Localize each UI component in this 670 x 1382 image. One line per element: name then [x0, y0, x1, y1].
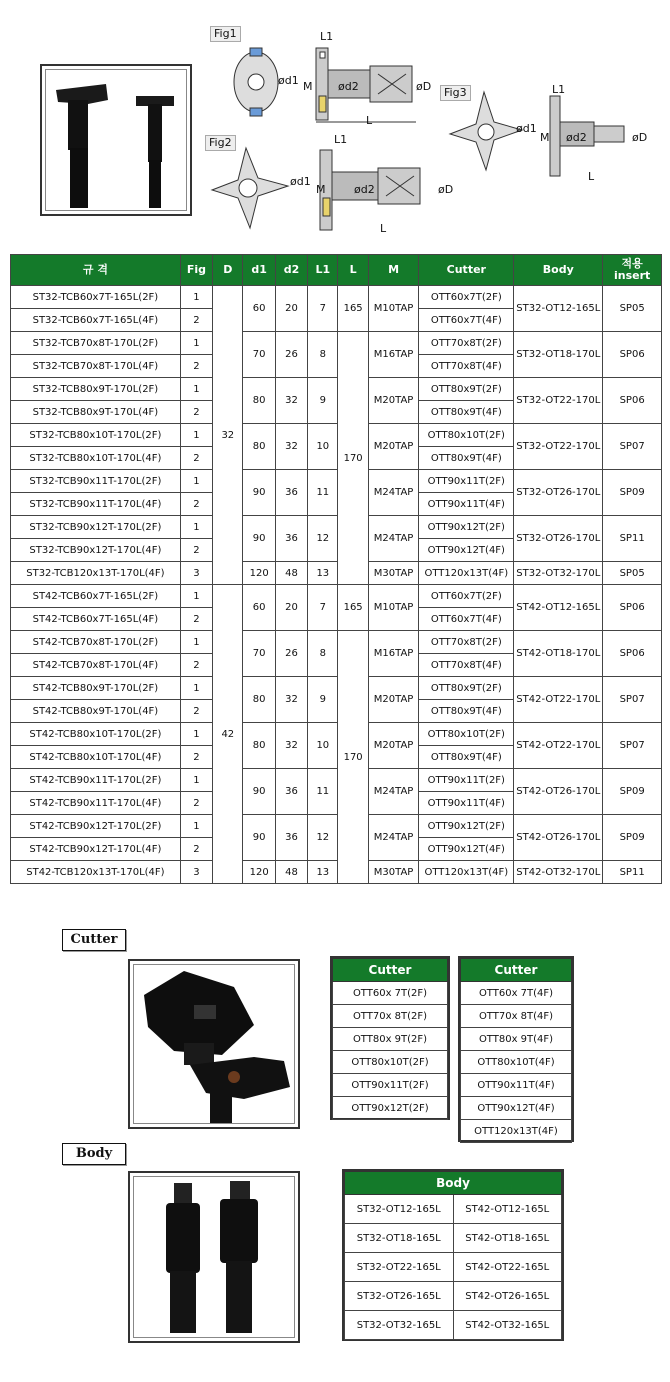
spec-code: ST32-TCB90x12T-170L(2F) [11, 516, 181, 539]
list-item [461, 1051, 572, 1074]
table-row [11, 286, 662, 309]
cutter-diameter: 120 [243, 861, 275, 884]
fig-number: 2 [180, 792, 212, 815]
table-row [345, 1224, 562, 1253]
cutter-code: OTT70x8T(2F) [419, 631, 514, 654]
fig2-m: M [316, 183, 326, 196]
body-code: ST32-OT26-170L [514, 516, 603, 562]
cutter-width: 7 [308, 585, 338, 631]
insert-code: SP05 [603, 562, 662, 585]
spec-code: ST32-TCB70x8T-170L(2F) [11, 332, 181, 355]
fig-number: 2 [180, 401, 212, 424]
cutter-code: OTT60x7T(4F) [419, 608, 514, 631]
table-row [11, 470, 662, 493]
fig-number: 1 [180, 332, 212, 355]
fig-number: 1 [180, 516, 212, 539]
list-item [333, 1074, 448, 1097]
fig-number: 2 [180, 838, 212, 861]
cutter-width: 11 [308, 769, 338, 815]
fig-number: 2 [180, 608, 212, 631]
body-st42: ST42-OT12-165L [453, 1195, 562, 1224]
spec-code: ST42-TCB90x12T-170L(4F) [11, 838, 181, 861]
spec-code: ST42-TCB80x9T-170L(2F) [11, 677, 181, 700]
insert-code: SP06 [603, 631, 662, 677]
spec-code: ST32-TCB80x9T-170L(4F) [11, 401, 181, 424]
neck-diameter: 36 [275, 815, 307, 861]
table-row [11, 677, 662, 700]
body-photo [134, 1177, 295, 1338]
spec-code: ST32-TCB60x7T-165L(4F) [11, 309, 181, 332]
spec-code: ST42-TCB80x9T-170L(4F) [11, 700, 181, 723]
insert-code: SP09 [603, 470, 662, 516]
table-row [11, 815, 662, 838]
neck-diameter: 48 [275, 562, 307, 585]
cutter-4f-header: Cutter [461, 959, 572, 982]
thread-size: M24TAP [368, 516, 419, 562]
body-st42: ST42-OT18-165L [453, 1224, 562, 1253]
cutter-code: OTT90x12T(4F) [419, 539, 514, 562]
cutter-width: 12 [308, 516, 338, 562]
body-code: ST32-OT18-170L [514, 332, 603, 378]
cutter-item: OTT70x 8T(2F) [333, 1005, 448, 1028]
insert-code: SP06 [603, 332, 662, 378]
spec-code: ST42-TCB70x8T-170L(4F) [11, 654, 181, 677]
fig3-D: øD [632, 131, 648, 144]
spec-code: ST42-TCB90x11T-170L(4F) [11, 792, 181, 815]
fig1-D: øD [416, 80, 432, 93]
cutter-width: 12 [308, 815, 338, 861]
cutter-code: OTT80x9T(2F) [419, 378, 514, 401]
cutter-code: OTT90x12T(2F) [419, 516, 514, 539]
fig2-label: Fig2 [205, 135, 236, 151]
neck-diameter: 26 [275, 332, 307, 378]
cutter-item: OTT80x 9T(4F) [461, 1028, 572, 1051]
body-code: ST32-OT26-170L [514, 470, 603, 516]
cutter-2f-table [332, 958, 448, 1120]
spec-code: ST42-TCB80x10T-170L(2F) [11, 723, 181, 746]
insert-code: SP09 [603, 815, 662, 861]
body-code: ST42-OT26-170L [514, 815, 603, 861]
thread-size: M20TAP [368, 424, 419, 470]
cutter-width: 9 [308, 378, 338, 424]
fig1-l1: L1 [320, 30, 334, 43]
overall-length: 170 [338, 332, 368, 585]
neck-diameter: 32 [275, 723, 307, 769]
body-st32: ST32-OT26-165L [345, 1282, 454, 1311]
neck-diameter: 20 [275, 286, 307, 332]
cutter-code: OTT80x9T(4F) [419, 447, 514, 470]
cutter-item: OTT90x12T(2F) [333, 1097, 448, 1120]
cutter-diameter: 90 [243, 516, 275, 562]
thread-size: M10TAP [368, 286, 419, 332]
list-item [461, 1074, 572, 1097]
spec-code: ST42-TCB70x8T-170L(2F) [11, 631, 181, 654]
body-st42: ST42-OT22-165L [453, 1253, 562, 1282]
cutter-code: OTT80x9T(2F) [419, 677, 514, 700]
header-D: D [213, 255, 243, 286]
insert-code: SP11 [603, 861, 662, 884]
insert-code: SP11 [603, 516, 662, 562]
spec-code: ST32-TCB90x12T-170L(4F) [11, 539, 181, 562]
cutter-diameter: 70 [243, 631, 275, 677]
neck-diameter: 32 [275, 378, 307, 424]
table-row [11, 723, 662, 746]
cutter-code: OTT60x7T(4F) [419, 309, 514, 332]
cutter-item: OTT70x 8T(4F) [461, 1005, 572, 1028]
cutter-code: OTT90x11T(2F) [419, 769, 514, 792]
cutter-diameter: 70 [243, 332, 275, 378]
cutter-item: OTT90x11T(2F) [333, 1074, 448, 1097]
table-row [11, 861, 662, 884]
cutter-4f-table [460, 958, 572, 1143]
table-row [11, 332, 662, 355]
cutter-diameter: 80 [243, 677, 275, 723]
cutter-item: OTT90x11T(4F) [461, 1074, 572, 1097]
body-code: ST32-OT22-170L [514, 424, 603, 470]
cutter-code: OTT60x7T(2F) [419, 585, 514, 608]
spec-code: ST32-TCB80x10T-170L(2F) [11, 424, 181, 447]
body-st32: ST32-OT32-165L [345, 1311, 454, 1340]
thread-size: M20TAP [368, 378, 419, 424]
thread-size: M20TAP [368, 677, 419, 723]
cutter-diameter: 90 [243, 769, 275, 815]
overall-length: 165 [338, 286, 368, 332]
t-slot-cutter-photo [46, 70, 187, 211]
insert-code: SP07 [603, 677, 662, 723]
thread-size: M20TAP [368, 723, 419, 769]
list-item [333, 1051, 448, 1074]
body-code: ST42-OT26-170L [514, 769, 603, 815]
cutter-code: OTT80x10T(2F) [419, 424, 514, 447]
neck-diameter: 48 [275, 861, 307, 884]
fig1-L: L [366, 114, 373, 127]
insert-code: SP05 [603, 286, 662, 332]
neck-diameter: 26 [275, 631, 307, 677]
header-cutter: Cutter [419, 255, 514, 286]
cutter-width: 9 [308, 677, 338, 723]
fig-number: 2 [180, 654, 212, 677]
cutter-code: OTT60x7T(2F) [419, 286, 514, 309]
list-item [333, 982, 448, 1005]
shank-diameter: 32 [213, 286, 243, 585]
cutter-diameter: 80 [243, 378, 275, 424]
thread-size: M24TAP [368, 815, 419, 861]
fig1-m: M [303, 80, 313, 93]
fig3-l1: L1 [552, 83, 566, 96]
neck-diameter: 32 [275, 424, 307, 470]
fig-number: 2 [180, 539, 212, 562]
cutter-code: OTT90x12T(2F) [419, 815, 514, 838]
cutter-width: 13 [308, 562, 338, 585]
fig3-d2: ød2 [566, 131, 587, 144]
cutter-diameter: 60 [243, 585, 275, 631]
neck-diameter: 36 [275, 516, 307, 562]
fig2-D: øD [438, 183, 454, 196]
header-body: Body [514, 255, 603, 286]
cutter-code: OTT120x13T(4F) [419, 562, 514, 585]
cutter-code: OTT80x10T(2F) [419, 723, 514, 746]
spec-header-row [11, 255, 662, 286]
fig3-label: Fig3 [440, 85, 471, 101]
fig2-d2: ød2 [354, 183, 375, 196]
insert-code: SP07 [603, 723, 662, 769]
neck-diameter: 36 [275, 470, 307, 516]
body-st32: ST32-OT22-165L [345, 1253, 454, 1282]
cutter-item: OTT60x 7T(4F) [461, 982, 572, 1005]
fig-number: 2 [180, 447, 212, 470]
table-row [11, 631, 662, 654]
fig-number: 3 [180, 562, 212, 585]
header-d2: d2 [275, 255, 307, 286]
fig-number: 2 [180, 700, 212, 723]
header-fig: Fig [180, 255, 212, 286]
insert-code: SP06 [603, 585, 662, 631]
table-row [11, 516, 662, 539]
cutter-code: OTT120x13T(4F) [419, 861, 514, 884]
thread-size: M24TAP [368, 769, 419, 815]
cutter-diameter: 60 [243, 286, 275, 332]
fig3-L: L [588, 170, 595, 183]
fig-number: 2 [180, 493, 212, 516]
fig-number: 1 [180, 769, 212, 792]
body-st42: ST42-OT26-165L [453, 1282, 562, 1311]
table-row [11, 424, 662, 447]
product-photo-frame [40, 64, 192, 216]
list-item [461, 1005, 572, 1028]
thread-size: M16TAP [368, 332, 419, 378]
fig-number: 1 [180, 815, 212, 838]
table-row [11, 378, 662, 401]
header-L: L [338, 255, 368, 286]
spec-code: ST42-TCB80x10T-170L(4F) [11, 746, 181, 769]
body-code: ST42-OT32-170L [514, 861, 603, 884]
body-table [344, 1171, 562, 1340]
cutter-diameter: 90 [243, 470, 275, 516]
list-item [333, 1028, 448, 1051]
cutter-code: OTT90x11T(2F) [419, 470, 514, 493]
thread-size: M30TAP [368, 562, 419, 585]
thread-size: M24TAP [368, 470, 419, 516]
overall-length: 170 [338, 631, 368, 884]
cutter-width: 7 [308, 286, 338, 332]
fig-number: 1 [180, 585, 212, 608]
spec-code: ST32-TCB80x9T-170L(2F) [11, 378, 181, 401]
fig-number: 2 [180, 355, 212, 378]
spec-code: ST32-TCB80x10T-170L(4F) [11, 447, 181, 470]
fig1-drawing [220, 30, 440, 130]
body-code: ST42-OT18-170L [514, 631, 603, 677]
fig1-d1: ød1 [278, 74, 299, 87]
list-item [461, 1120, 572, 1143]
body-section-label: Body [62, 1143, 126, 1165]
table-row [345, 1282, 562, 1311]
spec-code: ST42-TCB60x7T-165L(4F) [11, 608, 181, 631]
table-row [11, 769, 662, 792]
fig-number: 1 [180, 470, 212, 493]
fig3-m: M [540, 131, 550, 144]
spec-code: ST32-TCB90x11T-170L(2F) [11, 470, 181, 493]
header-M: M [368, 255, 419, 286]
cutter-width: 13 [308, 861, 338, 884]
body-table-header: Body [345, 1172, 562, 1195]
spec-code: ST32-TCB70x8T-170L(4F) [11, 355, 181, 378]
table-row [345, 1253, 562, 1282]
spec-code: ST32-TCB90x11T-170L(4F) [11, 493, 181, 516]
cutter-code: OTT80x9T(4F) [419, 700, 514, 723]
spec-table-body [11, 286, 662, 884]
spec-code: ST42-TCB120x13T-170L(4F) [11, 861, 181, 884]
cutter-section-label: Cutter [62, 929, 126, 951]
spec-code: ST42-TCB60x7T-165L(2F) [11, 585, 181, 608]
cutter-item: OTT90x12T(4F) [461, 1097, 572, 1120]
spec-code: ST42-TCB90x11T-170L(2F) [11, 769, 181, 792]
cutter-code: OTT90x11T(4F) [419, 792, 514, 815]
neck-diameter: 32 [275, 677, 307, 723]
fig-number: 1 [180, 378, 212, 401]
fig2-l1: L1 [334, 133, 348, 146]
cutter-diameter: 90 [243, 815, 275, 861]
body-st32: ST32-OT18-165L [345, 1224, 454, 1253]
cutter-width: 11 [308, 470, 338, 516]
cutter-code: OTT70x8T(4F) [419, 355, 514, 378]
header-insert: 적용 insert [603, 255, 662, 286]
body-code: ST32-OT32-170L [514, 562, 603, 585]
body-code: ST42-OT22-170L [514, 677, 603, 723]
fig1-label: Fig1 [210, 26, 241, 42]
insert-code: SP09 [603, 769, 662, 815]
cutter-2f-header: Cutter [333, 959, 448, 982]
fig-number: 2 [180, 746, 212, 769]
body-st42: ST42-OT32-165L [453, 1311, 562, 1340]
fig1-d2: ød2 [338, 80, 359, 93]
list-item [461, 1028, 572, 1051]
fig-number: 1 [180, 424, 212, 447]
cutter-width: 10 [308, 723, 338, 769]
fig2-L: L [380, 222, 387, 235]
table-row [11, 585, 662, 608]
shank-diameter: 42 [213, 585, 243, 884]
overall-length: 165 [338, 585, 368, 631]
list-item [333, 1005, 448, 1028]
fig-number: 1 [180, 631, 212, 654]
thread-size: M16TAP [368, 631, 419, 677]
cutter-code: OTT90x12T(4F) [419, 838, 514, 861]
cutter-code: OTT80x9T(4F) [419, 746, 514, 769]
body-code: ST32-OT22-170L [514, 378, 603, 424]
cutter-code: OTT80x9T(4F) [419, 401, 514, 424]
spec-code: ST32-TCB60x7T-165L(2F) [11, 286, 181, 309]
body-code: ST32-OT12-165L [514, 286, 603, 332]
table-row [345, 1311, 562, 1340]
fig-number: 1 [180, 723, 212, 746]
header-L1: L1 [308, 255, 338, 286]
cutter-code: OTT70x8T(2F) [419, 332, 514, 355]
cutter-code: OTT70x8T(4F) [419, 654, 514, 677]
cutter-item: OTT60x 7T(2F) [333, 982, 448, 1005]
spec-code: ST42-TCB90x12T-170L(2F) [11, 815, 181, 838]
fig-number: 1 [180, 286, 212, 309]
neck-diameter: 20 [275, 585, 307, 631]
fig-number: 2 [180, 309, 212, 332]
table-row [11, 562, 662, 585]
cutter-width: 8 [308, 332, 338, 378]
neck-diameter: 36 [275, 769, 307, 815]
insert-code: SP07 [603, 424, 662, 470]
fig-number: 3 [180, 861, 212, 884]
body-code: ST42-OT22-170L [514, 723, 603, 769]
fig3-d1: ød1 [516, 122, 537, 135]
fig2-d1: ød1 [290, 175, 311, 188]
list-item [333, 1097, 448, 1120]
header-d1: d1 [243, 255, 275, 286]
cutter-width: 8 [308, 631, 338, 677]
cutter-item: OTT80x10T(2F) [333, 1051, 448, 1074]
thread-size: M30TAP [368, 861, 419, 884]
insert-code: SP06 [603, 378, 662, 424]
cutter-item: OTT120x13T(4F) [461, 1120, 572, 1143]
list-item [461, 1097, 572, 1120]
spec-table [10, 254, 662, 884]
cutter-diameter: 80 [243, 723, 275, 769]
thread-size: M10TAP [368, 585, 419, 631]
cutter-item: OTT80x 9T(2F) [333, 1028, 448, 1051]
fig-number: 1 [180, 677, 212, 700]
cutter-item: OTT80x10T(4F) [461, 1051, 572, 1074]
table-row [345, 1195, 562, 1224]
header-spec: 규 격 [11, 255, 181, 286]
body-code: ST42-OT12-165L [514, 585, 603, 631]
body-st32: ST32-OT12-165L [345, 1195, 454, 1224]
cutter-diameter: 120 [243, 562, 275, 585]
cutter-photo [134, 965, 295, 1124]
cutter-width: 10 [308, 424, 338, 470]
list-item [461, 982, 572, 1005]
cutter-photo-frame [128, 959, 300, 1129]
fig3-drawing [444, 88, 664, 184]
body-photo-frame [128, 1171, 300, 1343]
spec-code: ST32-TCB120x13T-170L(4F) [11, 562, 181, 585]
cutter-code: OTT90x11T(4F) [419, 493, 514, 516]
cutter-diameter: 80 [243, 424, 275, 470]
